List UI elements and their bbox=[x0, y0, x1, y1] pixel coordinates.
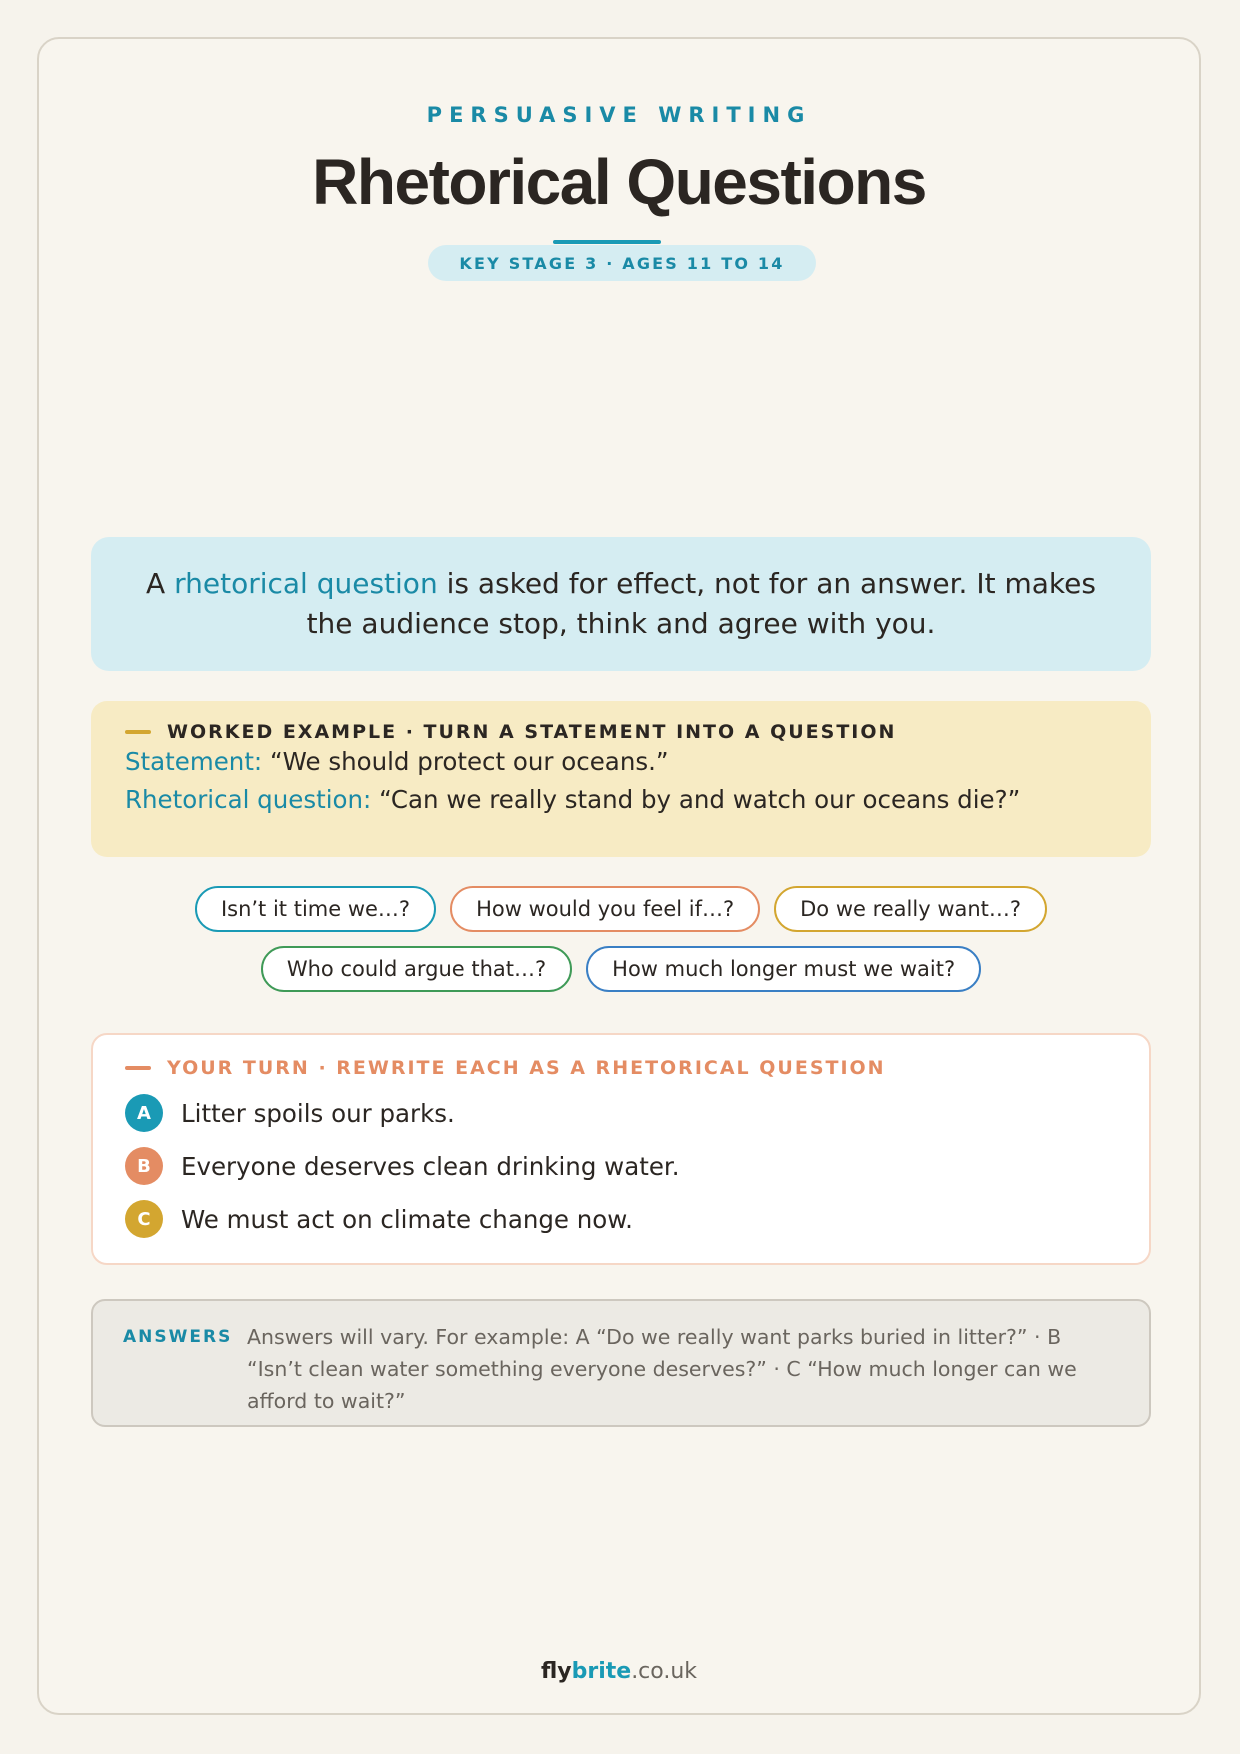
letter-badge: A bbox=[125, 1094, 163, 1132]
subject-eyebrow: PERSUASIVE WRITING bbox=[426, 103, 812, 127]
task-text: Everyone deserves clean drinking water. bbox=[181, 1151, 680, 1181]
question-label: Rhetorical question: bbox=[125, 785, 372, 814]
page-title: Rhetorical Questions bbox=[312, 146, 926, 218]
your-turn-box bbox=[91, 1033, 1151, 1265]
statement-text: “We should protect our oceans.” bbox=[262, 747, 669, 776]
brand-domain: .co.uk bbox=[631, 1659, 698, 1684]
letter-badge: B bbox=[125, 1147, 163, 1185]
question-row bbox=[125, 781, 1117, 819]
brand-brite: brite bbox=[571, 1659, 632, 1684]
stem-chip: Do we really want…? bbox=[774, 886, 1047, 932]
stem-chip: How would you feel if…? bbox=[450, 886, 760, 932]
worksheet-page bbox=[37, 37, 1201, 1715]
definition-text: A rhetorical question is asked for effect, not for an answer. It makes the audience stop, think and agree with you. bbox=[146, 567, 1096, 640]
stem-chip: Who could argue that…? bbox=[261, 946, 572, 992]
stem-row-2 bbox=[39, 946, 1203, 992]
answers-text: Answers will vary. For example: A “Do we really want parks buried in litter?” · B “Isn’t clean water something everyone deserves?” · C “How much longer can we afford to wait?” bbox=[247, 1325, 1077, 1413]
worked-example-box bbox=[91, 701, 1151, 857]
brand-fly: fly bbox=[540, 1659, 572, 1684]
task-item bbox=[125, 1094, 1117, 1132]
title-underline bbox=[553, 240, 661, 244]
task-item bbox=[125, 1147, 1117, 1185]
your-turn-heading: YOUR TURN · REWRITE EACH AS A RHETORICAL QUESTION bbox=[125, 1057, 1117, 1079]
heading-dash bbox=[125, 730, 151, 734]
answers-box bbox=[91, 1299, 1151, 1427]
task-item bbox=[125, 1200, 1117, 1238]
stem-row-1 bbox=[39, 886, 1203, 932]
worked-example-heading: WORKED EXAMPLE · TURN A STATEMENT INTO A QUESTION bbox=[125, 721, 1117, 743]
statement-label: Statement: bbox=[125, 747, 263, 776]
task-text: Litter spoils our parks. bbox=[181, 1098, 455, 1128]
key-stage-badge: KEY STAGE 3 · AGES 11 TO 14 bbox=[428, 245, 816, 281]
task-text: We must act on climate change now. bbox=[181, 1204, 633, 1234]
definition-keyword: rhetorical question bbox=[174, 567, 438, 600]
statement-row bbox=[125, 743, 1117, 781]
heading-dash bbox=[125, 1066, 151, 1070]
answers-label: ANSWERS bbox=[123, 1327, 233, 1347]
stem-chip: How much longer must we wait? bbox=[586, 946, 981, 992]
footer-brand bbox=[39, 1659, 1199, 1684]
stem-chip: Isn’t it time we…? bbox=[195, 886, 436, 932]
letter-badge: C bbox=[125, 1200, 163, 1238]
question-text: “Can we really stand by and watch our oceans die?” bbox=[371, 785, 1021, 814]
definition-box bbox=[91, 537, 1151, 671]
question-stems bbox=[39, 886, 1203, 1006]
